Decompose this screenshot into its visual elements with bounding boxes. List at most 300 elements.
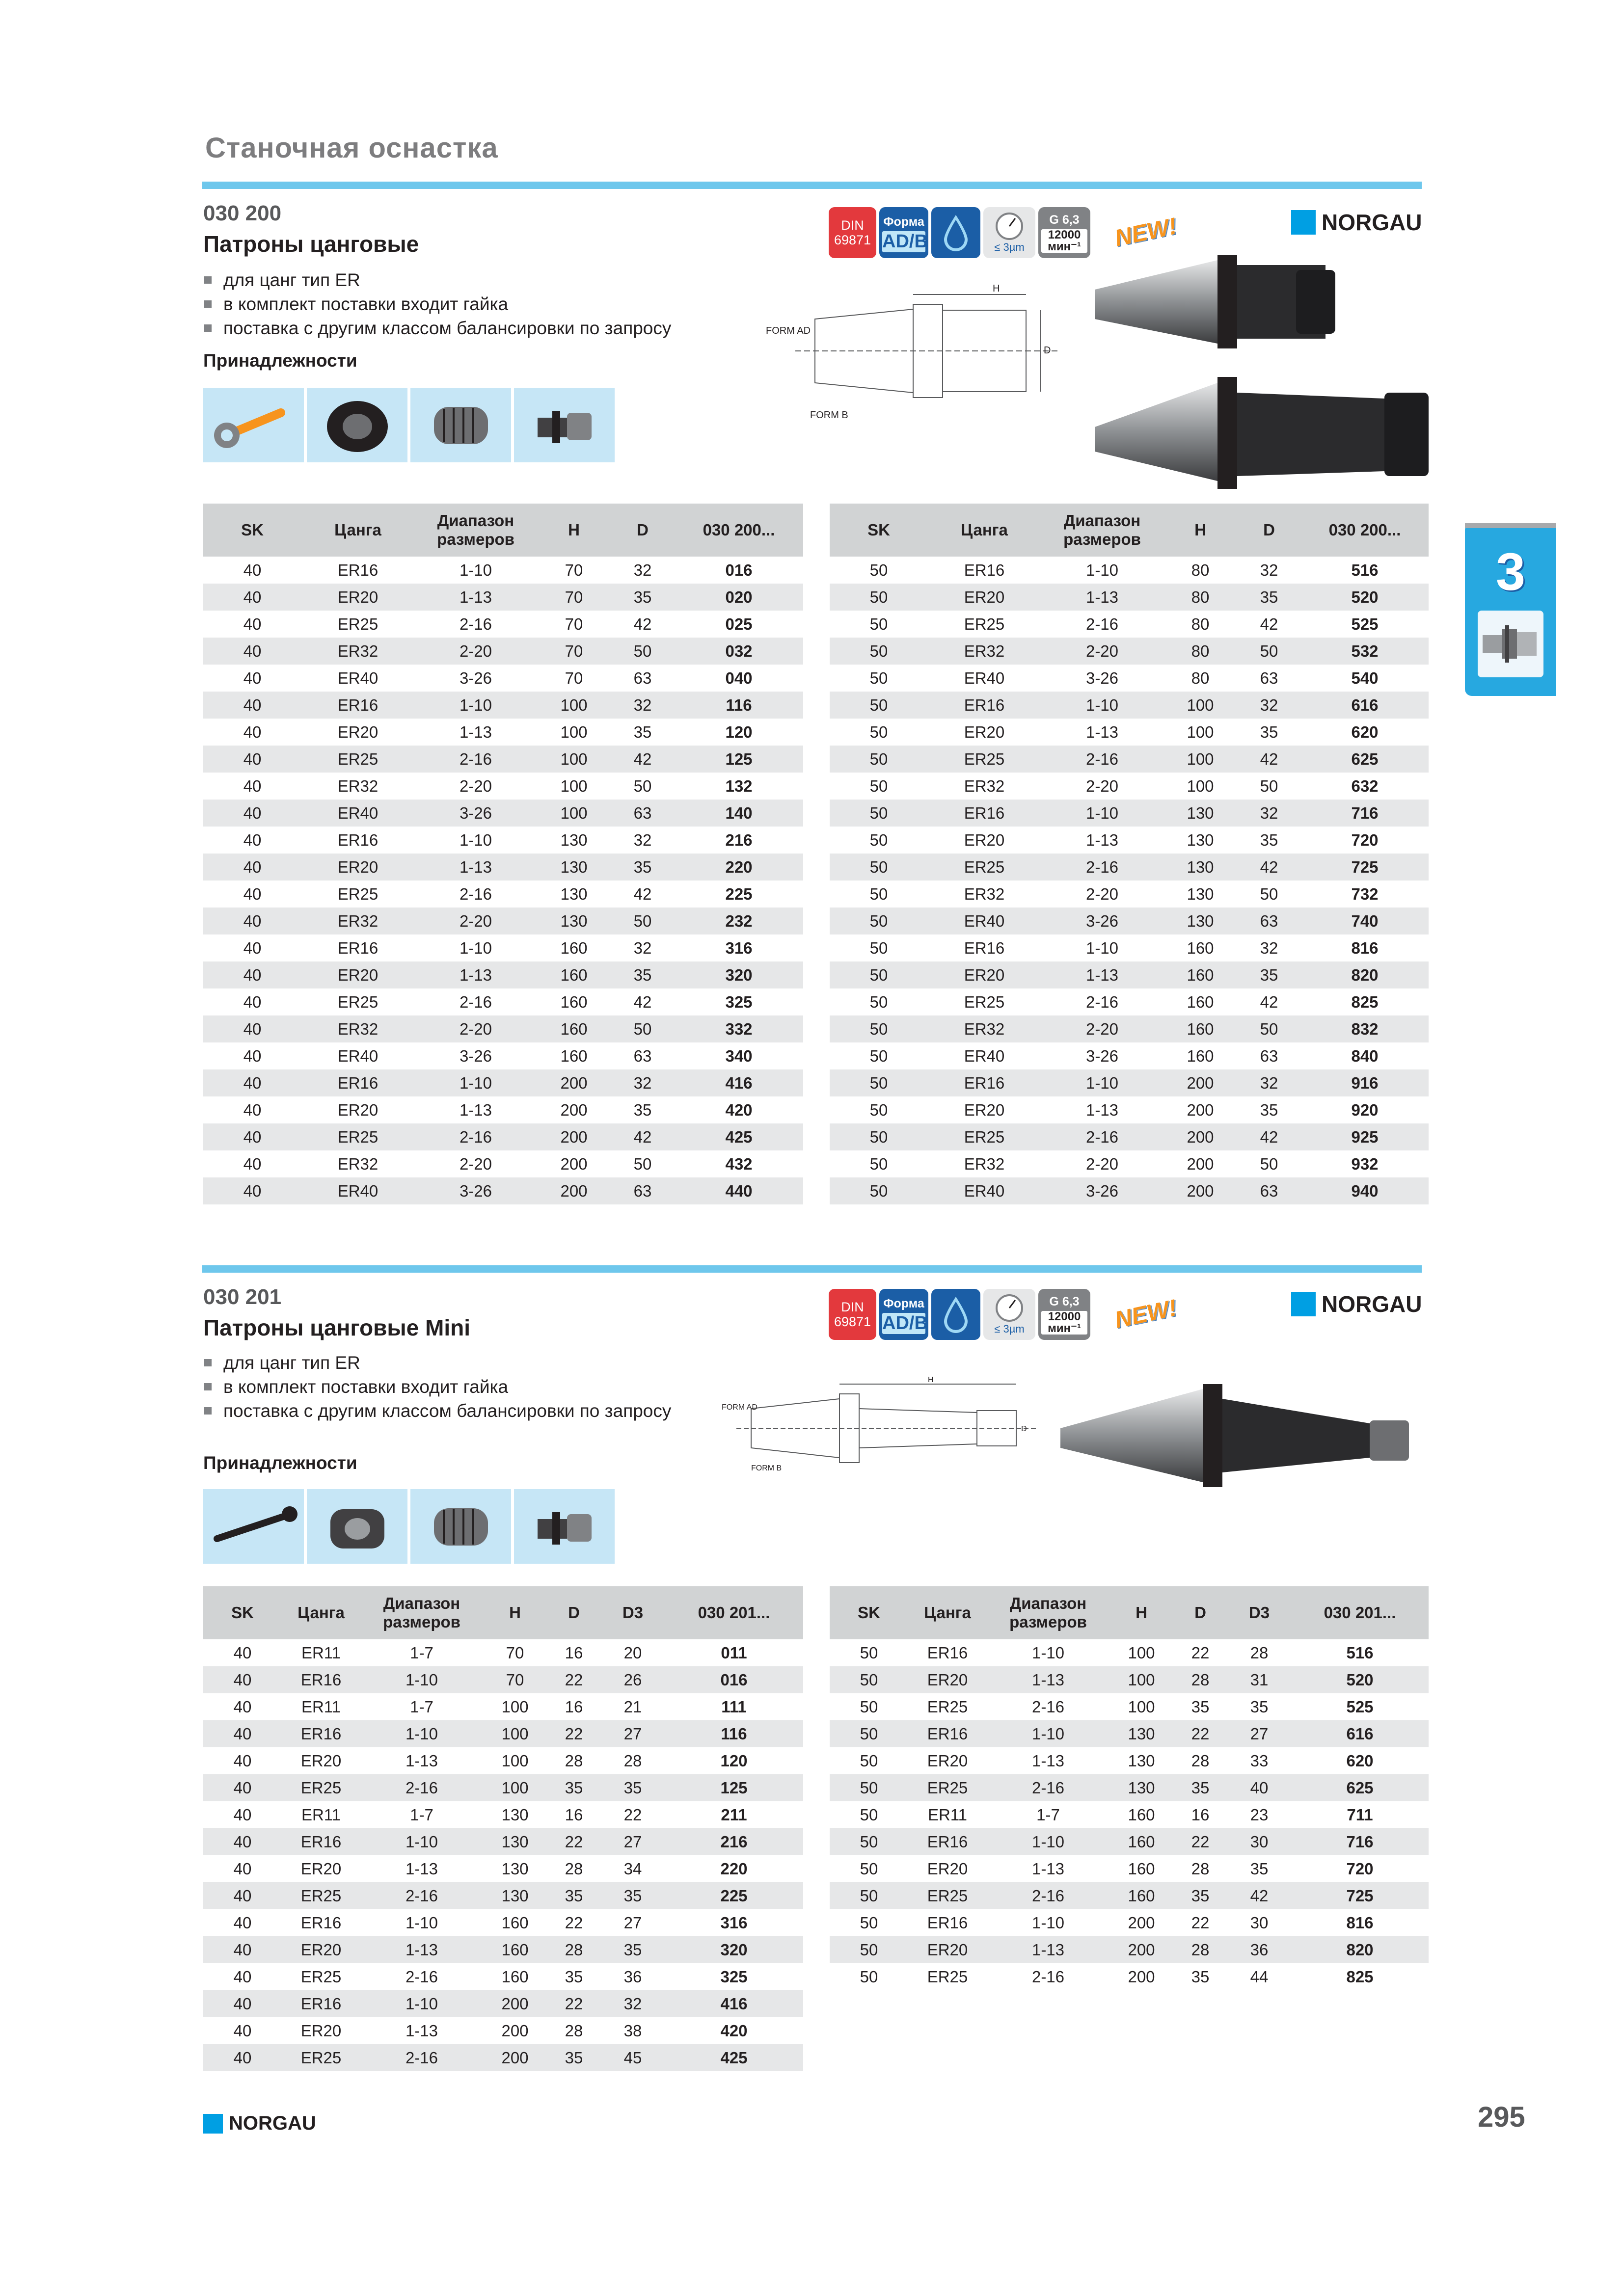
nut-icon xyxy=(311,1495,404,1558)
table-cell: 28 xyxy=(1191,1859,1210,1878)
table-row xyxy=(830,908,1429,934)
table-cell: 40 xyxy=(203,638,301,665)
table-cell: 23 xyxy=(1250,1805,1269,1824)
table-cell: 160 xyxy=(1187,1046,1214,1065)
accessory-nut[interactable] xyxy=(307,388,407,462)
order-code-cell: 116 xyxy=(675,692,803,719)
table-cell: 50 xyxy=(869,722,888,741)
table-cell: 1-13 xyxy=(405,1751,438,1770)
table-cell: 40 xyxy=(203,584,301,611)
table-cell: ER32 xyxy=(301,638,414,665)
product-table-sk40 xyxy=(203,504,803,1204)
runout-gauge-icon: ≤ 3µm xyxy=(983,1289,1035,1340)
table-cell: 50 xyxy=(869,1154,888,1173)
feature-item: для цанг тип ER xyxy=(204,268,671,292)
table-row xyxy=(203,719,803,746)
table-cell: 35 xyxy=(1260,830,1278,849)
table-cell: 50 xyxy=(611,908,675,934)
table-cell: 1-10 xyxy=(459,561,492,579)
chapter-tab[interactable] xyxy=(1465,523,1556,696)
order-code-cell: 525 xyxy=(1346,1697,1374,1716)
table-header-row xyxy=(203,504,803,557)
order-code-cell: 220 xyxy=(720,1859,748,1878)
table-cell: 42 xyxy=(611,746,675,773)
table-cell: 160 xyxy=(560,992,588,1011)
order-code-cell: 740 xyxy=(1301,908,1429,934)
table-row xyxy=(830,638,1429,665)
table-row xyxy=(203,934,803,961)
column-header: D3 xyxy=(601,1586,665,1639)
table-cell: ER25 xyxy=(300,1967,342,1986)
table-cell: 42 xyxy=(611,1123,675,1150)
table-cell: ER25 xyxy=(337,614,379,633)
table-header-row xyxy=(830,504,1429,557)
form-b-label: FORM B xyxy=(751,1464,782,1472)
table-row xyxy=(830,934,1429,961)
table-cell: 1-10 xyxy=(1041,692,1163,719)
column-header: H xyxy=(483,1586,547,1639)
table-cell: 50 xyxy=(830,800,928,827)
order-code-cell: 120 xyxy=(725,722,753,741)
table-row xyxy=(830,1123,1429,1150)
table-cell: 35 xyxy=(601,1936,665,1963)
table-row xyxy=(830,1747,1429,1774)
table-cell: 1-10 xyxy=(987,1720,1109,1747)
bullet-square-icon xyxy=(204,1359,212,1366)
table-cell: 2-16 xyxy=(414,746,537,773)
table-cell: 42 xyxy=(1237,854,1301,881)
table-cell: 160 xyxy=(1187,992,1214,1011)
table-cell: 50 xyxy=(611,1015,675,1042)
table-cell: 16 xyxy=(565,1643,583,1662)
table-cell: 160 xyxy=(1109,1882,1173,1909)
table-row xyxy=(830,1828,1429,1855)
table-cell: 50 xyxy=(869,1046,888,1065)
table-cell: 35 xyxy=(611,854,675,881)
table-cell: 50 xyxy=(869,776,888,795)
order-code-cell: 540 xyxy=(1351,668,1379,687)
accessory-nut[interactable] xyxy=(307,1489,407,1564)
table-cell: 35 xyxy=(1250,1697,1269,1716)
order-code-cell: 211 xyxy=(721,1805,747,1824)
table-cell: 28 xyxy=(623,1751,642,1770)
table-cell: 40 xyxy=(203,1828,282,1855)
table-cell: ER25 xyxy=(927,1697,968,1716)
table-cell: 28 xyxy=(1250,1643,1269,1662)
table-row xyxy=(203,1177,803,1204)
table-cell: 40 xyxy=(203,961,301,988)
table-header-row xyxy=(830,1586,1429,1639)
table-cell: 1-13 xyxy=(414,584,537,611)
table-row xyxy=(830,1639,1429,1666)
order-code-cell: 216 xyxy=(665,1828,803,1855)
table-cell: 130 xyxy=(1187,884,1214,903)
table-row xyxy=(830,557,1429,584)
table-cell: 200 xyxy=(483,1990,547,2017)
table-cell: 1-13 xyxy=(414,961,537,988)
nut-icon xyxy=(311,393,404,457)
table-cell: ER40 xyxy=(964,1046,1005,1065)
table-row xyxy=(203,1042,803,1069)
table-cell: 200 xyxy=(1163,1069,1237,1096)
column-header: H xyxy=(1163,504,1237,557)
form-badge: Форма AD/B xyxy=(879,207,928,258)
accessory-wrench[interactable] xyxy=(203,1489,304,1564)
table-cell: 42 xyxy=(633,614,652,633)
table-cell: 32 xyxy=(1237,1069,1301,1096)
table-cell: ER32 xyxy=(964,884,1005,903)
table-cell: 22 xyxy=(547,1990,601,2017)
table-cell: 27 xyxy=(601,1828,665,1855)
collet-chuck-thumbnail-icon xyxy=(1478,611,1543,677)
table-cell: ER32 xyxy=(964,1154,1005,1173)
table-cell: 1-10 xyxy=(414,1069,537,1096)
table-cell: 2-16 xyxy=(987,1774,1109,1801)
order-code-cell: 325 xyxy=(725,992,753,1011)
table-row xyxy=(203,692,803,719)
table-cell: 50 xyxy=(860,1859,878,1878)
table-cell: 100 xyxy=(1128,1643,1155,1662)
table-cell: ER16 xyxy=(908,1828,987,1855)
table-cell: ER11 xyxy=(301,1805,341,1824)
table-cell: 200 xyxy=(560,1100,588,1119)
table-cell: ER32 xyxy=(337,776,379,795)
table-header-row xyxy=(203,1586,803,1639)
order-code-cell: 616 xyxy=(1301,692,1429,719)
table-cell: 40 xyxy=(233,1859,252,1878)
table-row xyxy=(830,1936,1429,1963)
table-row xyxy=(203,1096,803,1123)
table-cell: ER25 xyxy=(928,1123,1041,1150)
table-cell: 42 xyxy=(633,884,652,903)
table-cell: ER16 xyxy=(964,938,1005,957)
order-code-cell: 125 xyxy=(665,1774,803,1801)
table-cell: 40 xyxy=(243,561,262,579)
table-cell: ER40 xyxy=(928,1177,1041,1204)
table-cell: 2-20 xyxy=(1041,1015,1163,1042)
column-header: SK xyxy=(830,1586,908,1639)
table-row xyxy=(203,1666,803,1693)
table-row xyxy=(830,719,1429,746)
table-cell: 20 xyxy=(623,1643,642,1662)
table-cell: 2-16 xyxy=(405,1967,438,1986)
table-cell: 27 xyxy=(623,1913,642,1932)
table-cell: 35 xyxy=(1173,1882,1227,1909)
table-cell: 160 xyxy=(1128,1805,1155,1824)
table-cell: 1-10 xyxy=(1041,1069,1163,1096)
table-cell: 35 xyxy=(1237,961,1301,988)
table-cell: 50 xyxy=(869,668,888,687)
table-cell: 130 xyxy=(1163,908,1237,934)
order-code-cell: 725 xyxy=(1291,1882,1429,1909)
balance-badge: G 6,3 12000 мин⁻¹ xyxy=(1038,1289,1090,1340)
table-row xyxy=(830,1150,1429,1177)
table-cell: 100 xyxy=(1109,1666,1173,1693)
table-row xyxy=(830,692,1429,719)
table-cell: 1-13 xyxy=(360,1936,483,1963)
table-cell: 50 xyxy=(1237,638,1301,665)
table-cell: 50 xyxy=(860,1751,878,1770)
table-cell: 40 xyxy=(203,746,301,773)
table-cell: ER25 xyxy=(964,614,1005,633)
table-cell: 2-16 xyxy=(987,1882,1109,1909)
table-cell: 32 xyxy=(633,830,652,849)
table-cell: ER32 xyxy=(301,1015,414,1042)
footer-brand-logo: NORGAU xyxy=(203,2112,316,2135)
accessory-wrench[interactable] xyxy=(203,388,304,462)
order-code-cell: 532 xyxy=(1301,638,1429,665)
table-cell: 28 xyxy=(547,1936,601,1963)
table-cell: 100 xyxy=(537,800,611,827)
table-cell: 50 xyxy=(869,884,888,903)
table-row xyxy=(203,1123,803,1150)
table-cell: 80 xyxy=(1163,584,1237,611)
order-code-cell: 440 xyxy=(675,1177,803,1204)
table-cell: 1-13 xyxy=(459,1100,492,1119)
table-cell: 1-7 xyxy=(410,1805,433,1824)
table-cell: 22 xyxy=(1173,1828,1227,1855)
balance-badge: G 6,3 12000 мин⁻¹ xyxy=(1038,207,1090,258)
table-cell: 35 xyxy=(611,584,675,611)
table-cell: ER20 xyxy=(964,722,1005,741)
table-cell: 2-20 xyxy=(1085,884,1119,903)
accessory-pull-stud[interactable] xyxy=(514,1489,615,1564)
table-row xyxy=(203,1882,803,1909)
table-cell: 50 xyxy=(1260,884,1278,903)
table-cell: 40 xyxy=(243,830,262,849)
section-code: 030 201 xyxy=(203,1285,282,1309)
table-cell: ER40 xyxy=(337,1046,379,1065)
table-cell: 40 xyxy=(243,614,262,633)
order-code-cell: 220 xyxy=(675,854,803,881)
table-cell: ER20 xyxy=(928,584,1041,611)
order-code-cell: 916 xyxy=(1301,1069,1429,1096)
table-cell: 3-26 xyxy=(459,1046,492,1065)
dimension-h-label: H xyxy=(928,1376,934,1384)
table-cell: 32 xyxy=(1260,561,1278,579)
table-cell: 16 xyxy=(565,1697,583,1716)
table-cell: 100 xyxy=(1187,722,1214,741)
table-row xyxy=(203,800,803,827)
table-cell: 27 xyxy=(601,1720,665,1747)
order-code-cell: 932 xyxy=(1351,1154,1379,1173)
table-cell: 50 xyxy=(611,638,675,665)
feature-list xyxy=(204,268,671,340)
table-cell: 16 xyxy=(1191,1805,1210,1824)
table-cell: 28 xyxy=(1173,1936,1227,1963)
din-badge: DIN 69871 xyxy=(829,207,876,258)
table-cell: 130 xyxy=(1109,1720,1173,1747)
table-row xyxy=(203,1909,803,1936)
table-cell: 70 xyxy=(537,638,611,665)
new-badge: NEW! xyxy=(1112,213,1180,252)
order-code-cell: 116 xyxy=(665,1720,803,1747)
table-cell: 40 xyxy=(233,1697,252,1716)
order-code-cell: 125 xyxy=(675,746,803,773)
table-row xyxy=(830,1963,1429,1990)
feature-item: поставка с другим классом балансировки по запросу xyxy=(204,316,671,340)
table-cell: ER16 xyxy=(282,1666,360,1693)
table-cell: 35 xyxy=(547,1882,601,1909)
accessory-collet[interactable] xyxy=(410,388,511,462)
table-cell: 2-16 xyxy=(1041,1123,1163,1150)
table-cell: 40 xyxy=(203,1882,282,1909)
table-cell: ER20 xyxy=(928,961,1041,988)
table-row xyxy=(203,961,803,988)
table-cell: 2-16 xyxy=(459,884,492,903)
table-cell: 1-7 xyxy=(1036,1805,1060,1824)
order-code-cell: 111 xyxy=(721,1697,747,1716)
table-row xyxy=(203,557,803,584)
table-cell: 70 xyxy=(565,614,583,633)
table-cell: 1-10 xyxy=(1085,938,1119,957)
spec-badges xyxy=(829,207,1090,258)
column-header: 030 201... xyxy=(665,1586,803,1639)
table-cell: ER20 xyxy=(964,830,1005,849)
table-cell: 50 xyxy=(830,961,928,988)
table-cell: 32 xyxy=(1237,692,1301,719)
table-cell: 50 xyxy=(830,1015,928,1042)
column-header: Цанга xyxy=(908,1586,987,1639)
table-row xyxy=(830,665,1429,692)
table-row xyxy=(830,611,1429,638)
table-cell: 200 xyxy=(1163,1123,1237,1150)
table-cell: 35 xyxy=(1260,1100,1278,1119)
table-cell: 100 xyxy=(560,776,588,795)
table-cell: 40 xyxy=(1227,1774,1291,1801)
table-cell: 16 xyxy=(565,1805,583,1824)
order-code-cell: 025 xyxy=(725,614,753,633)
table-row xyxy=(203,827,803,854)
table-cell: 50 xyxy=(869,1100,888,1119)
form-ad-label: FORM AD xyxy=(766,325,811,336)
table-cell: ER16 xyxy=(928,1069,1041,1096)
table-row xyxy=(830,1042,1429,1069)
accessory-pull-stud[interactable] xyxy=(514,388,615,462)
product-photo xyxy=(1055,1369,1429,1507)
table-cell: ER20 xyxy=(301,854,414,881)
brand-logo: NORGAU xyxy=(1291,1291,1422,1317)
table-cell: 2-16 xyxy=(414,1123,537,1150)
feature-item: поставка с другим классом балансировки по запросу xyxy=(204,1399,671,1423)
column-header: SK xyxy=(203,1586,282,1639)
table-cell: 32 xyxy=(601,1990,665,2017)
table-cell: 50 xyxy=(830,1774,908,1801)
table-cell: 130 xyxy=(1109,1774,1173,1801)
technical-drawing xyxy=(766,275,1090,442)
coolant-drop-icon xyxy=(931,1289,980,1340)
table-cell: 100 xyxy=(560,722,588,741)
order-code-cell: 340 xyxy=(725,1046,753,1065)
table-cell: 2-16 xyxy=(1031,1967,1065,1986)
order-code-cell: 716 xyxy=(1301,800,1429,827)
table-cell: 1-10 xyxy=(360,1828,483,1855)
new-badge: NEW! xyxy=(1112,1295,1180,1334)
table-cell: 70 xyxy=(565,561,583,579)
order-code-cell: 425 xyxy=(675,1123,803,1150)
table-cell: 22 xyxy=(547,1828,601,1855)
table-cell: 35 xyxy=(633,1100,652,1119)
order-code-cell: 416 xyxy=(665,1990,803,2017)
table-row xyxy=(830,854,1429,881)
table-cell: 130 xyxy=(560,884,588,903)
table-cell: 32 xyxy=(611,692,675,719)
table-cell: ER25 xyxy=(928,854,1041,881)
order-code-cell: 920 xyxy=(1351,1100,1379,1119)
table-cell: 130 xyxy=(501,1805,529,1824)
order-code-cell: 816 xyxy=(1351,938,1379,957)
table-cell: ER32 xyxy=(928,1015,1041,1042)
order-code-cell: 140 xyxy=(675,800,803,827)
order-code-cell: 520 xyxy=(1291,1666,1429,1693)
order-code-cell: 825 xyxy=(1351,992,1379,1011)
table-cell: ER40 xyxy=(964,668,1005,687)
order-code-cell: 032 xyxy=(675,638,803,665)
table-cell: 63 xyxy=(1260,668,1278,687)
section-title: Патроны цанговые Mini xyxy=(203,1315,470,1340)
table-cell: 100 xyxy=(1128,1697,1155,1716)
order-code-cell: 625 xyxy=(1301,746,1429,773)
table-cell: 2-20 xyxy=(1041,638,1163,665)
order-code-cell: 020 xyxy=(675,584,803,611)
order-code-cell: 820 xyxy=(1301,961,1429,988)
bullet-square-icon xyxy=(204,300,212,308)
table-cell: 1-10 xyxy=(360,1720,483,1747)
table-cell: 1-13 xyxy=(459,722,492,741)
dimension-d-label: D xyxy=(1044,345,1051,356)
table-cell: 42 xyxy=(1227,1882,1291,1909)
table-cell: 42 xyxy=(633,992,652,1011)
din-badge: DIN 69871 xyxy=(829,1289,876,1340)
table-cell: 22 xyxy=(565,1913,583,1932)
table-cell: 44 xyxy=(1250,1967,1269,1986)
table-cell: 40 xyxy=(233,2021,252,2040)
table-cell: 2-16 xyxy=(1031,1697,1065,1716)
order-code-cell: 832 xyxy=(1301,1015,1429,1042)
table-cell: 100 xyxy=(537,746,611,773)
column-header: Цанга xyxy=(928,504,1041,557)
order-code-cell: 616 xyxy=(1291,1720,1429,1747)
wrench-icon xyxy=(207,1495,300,1558)
table-cell: 42 xyxy=(1260,992,1278,1011)
table-cell: 1-13 xyxy=(987,1666,1109,1693)
table-cell: 130 xyxy=(537,908,611,934)
table-row xyxy=(830,584,1429,611)
pull-stud-icon xyxy=(518,393,611,457)
table-cell: 160 xyxy=(537,1015,611,1042)
table-cell: 1-13 xyxy=(405,1859,438,1878)
table-cell: 27 xyxy=(1227,1720,1291,1747)
runout-gauge-icon: ≤ 3µm xyxy=(983,207,1035,258)
table-cell: 80 xyxy=(1163,638,1237,665)
accessory-collet[interactable] xyxy=(410,1489,511,1564)
table-cell: 1-13 xyxy=(1085,830,1119,849)
table-cell: ER16 xyxy=(300,1913,342,1932)
table-cell: 35 xyxy=(633,722,652,741)
table-cell: 200 xyxy=(560,1154,588,1173)
table-cell: 200 xyxy=(1128,1967,1155,1986)
feature-list xyxy=(204,1351,671,1423)
table-cell: 40 xyxy=(203,1069,301,1096)
column-header: D xyxy=(1173,1586,1227,1639)
table-cell: 21 xyxy=(623,1697,642,1716)
table-cell: 100 xyxy=(1163,746,1237,773)
table-cell: 40 xyxy=(203,800,301,827)
table-row xyxy=(830,1720,1429,1747)
order-code-cell: 016 xyxy=(665,1666,803,1693)
table-cell: 2-16 xyxy=(360,1774,483,1801)
table-row xyxy=(203,665,803,692)
